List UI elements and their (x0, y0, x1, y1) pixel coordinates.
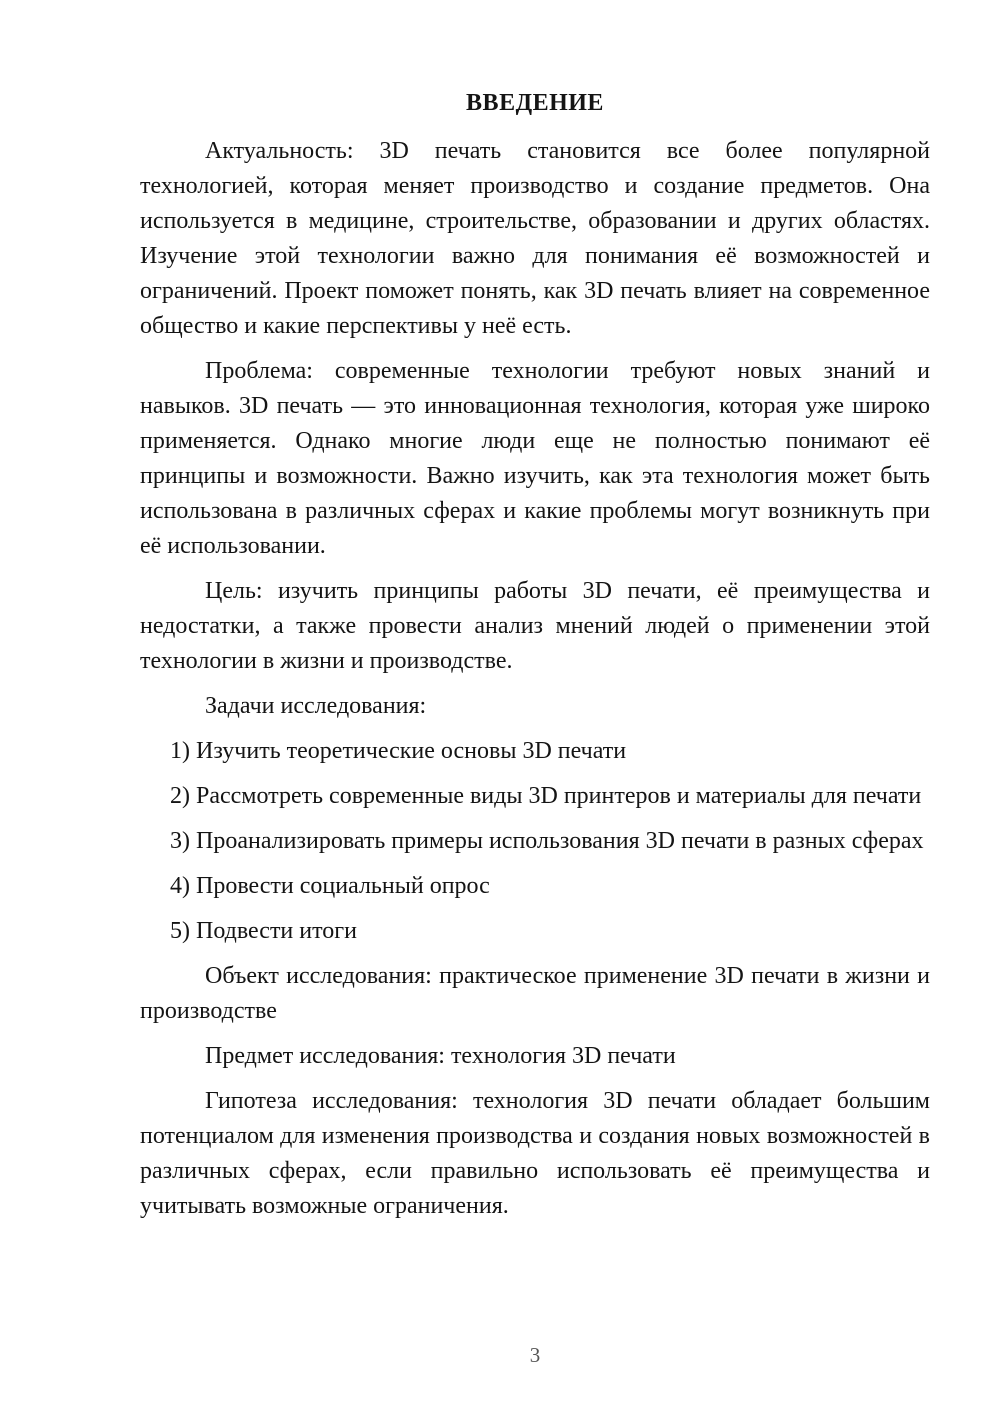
page-title: ВВЕДЕНИЕ (466, 90, 604, 116)
task-item-5: 5) Подвести итоги (170, 918, 357, 944)
task-item-2: 2) Рассмотреть современные виды 3D принтеров и материалы для печати (170, 783, 922, 809)
paragraph-problem: Проблема: современные технологии требуют новых знаний и навыков. 3D печать — это инновационная технология, которая уже широко применяется. Однако многие люди еще не полностью понимают её принципы и возможности. Важно изучить, как эта технология может быть использована в различных сферах и какие проблемы могут возникнуть при её использовании. (140, 358, 930, 559)
paragraph-object: Объект исследования: практическое применение 3D печати в жизни и производстве (140, 963, 930, 1024)
paragraph-goal: Цель: изучить принципы работы 3D печати, её преимущества и недостатки, а также провести анализ мнений людей о применении этой технологии в жизни и производстве. (140, 578, 930, 674)
paragraph-relevance: Актуальность: 3D печать становится все более популярной технологией, которая меняет производство и создание предметов. Она используется в медицине, строительстве, образовании и других областях. Изучение этой технологии важно для понимания её возможностей и ограничений. Проект поможет понять, как 3D печать влияет на современное общество и какие перспективы у неё есть. (140, 138, 930, 339)
task-item-1: 1) Изучить теоретические основы 3D печати (170, 738, 627, 764)
paragraph-subject: Предмет исследования: технология 3D печати (205, 1043, 676, 1069)
paragraph-hypothesis: Гипотеза исследования: технология 3D печати обладает большим потенциалом для изменения производства и создания новых возможностей в различных сферах, если правильно использовать её преимущества и учитывать возможные ограничения. (140, 1088, 930, 1219)
task-item-4: 4) Провести социальный опрос (170, 873, 490, 899)
tasks-heading: Задачи исследования: (205, 693, 427, 719)
task-item-3: 3) Проанализировать примеры использования 3D печати в разных сферах (170, 828, 924, 854)
page-number: 3 (529, 1343, 541, 1367)
